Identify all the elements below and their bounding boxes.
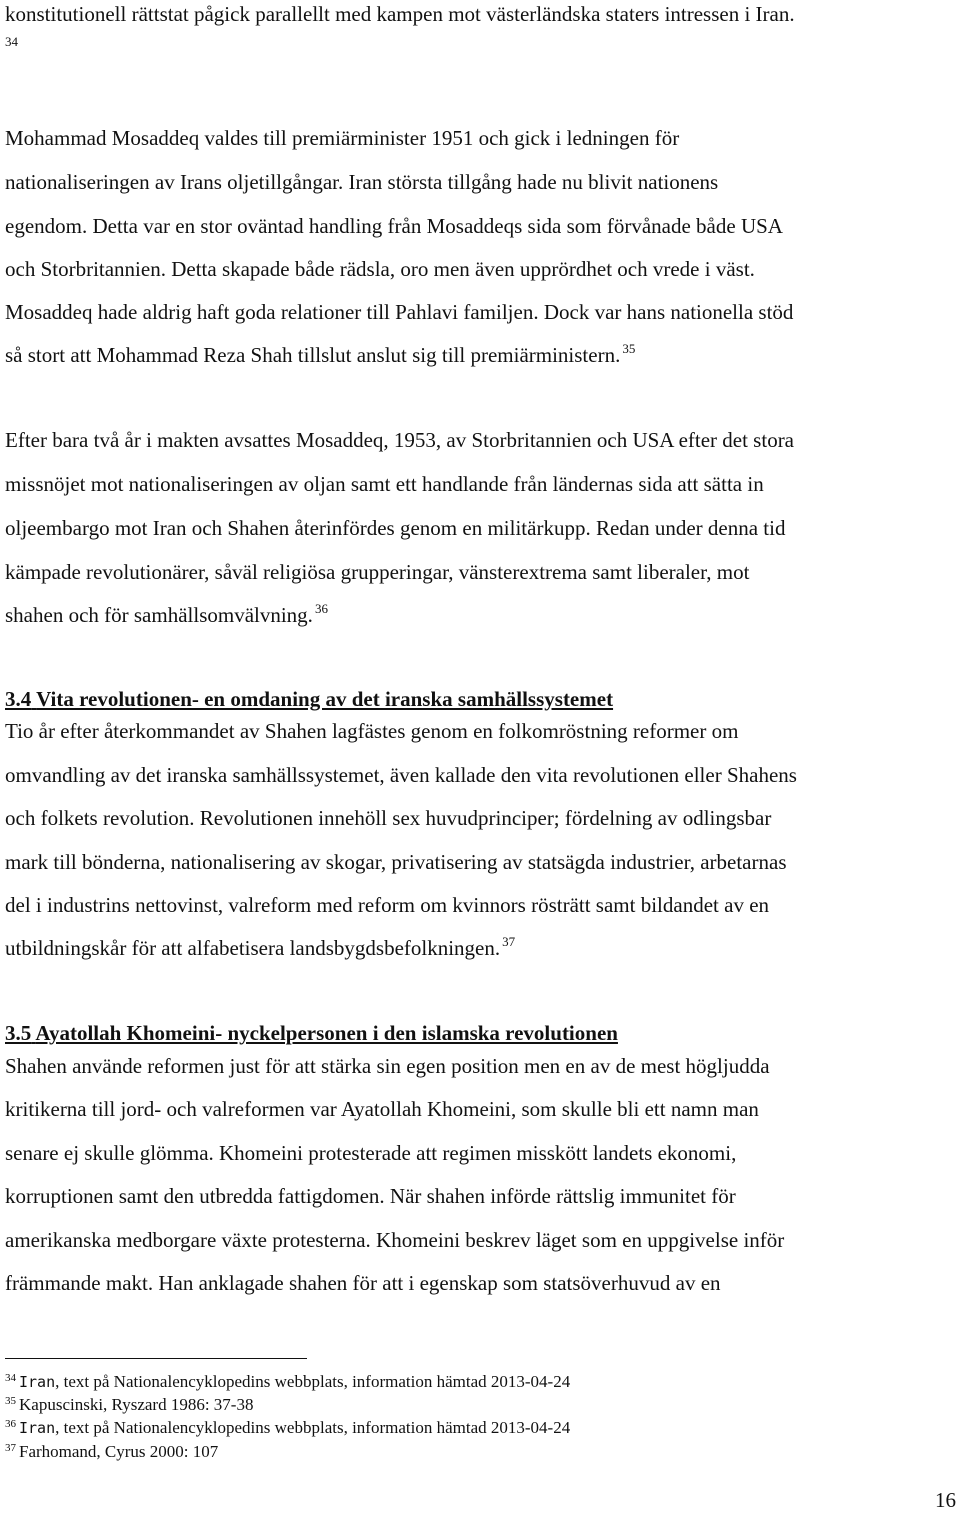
footnote-number: 34 xyxy=(5,1372,16,1384)
text-line: främmande makt. Han anklagade shahen för att i egenskap som statsöverhuvud av en xyxy=(5,1271,721,1295)
footnote-ref: 35 xyxy=(622,341,636,356)
text-line: shahen och för samhällsomvälvning. xyxy=(5,603,313,627)
text-line: utbildningskår för att alfabetisera landsbygdsbefolkningen. xyxy=(5,936,501,960)
section-number: 3.4 xyxy=(5,687,32,711)
text-line: oljeembargo mot Iran och Shahen återinfördes genom en militärkupp. Redan under denna tid xyxy=(5,516,786,540)
section-heading-3-4 xyxy=(5,687,613,711)
footnote-ref: 36 xyxy=(314,601,328,616)
text-line: Mosaddeq hade aldrig haft goda relationer till Pahlavi familjen. Dock var hans nationella stöd xyxy=(5,300,794,324)
text-line: kämpade revolutionärer, såväl religiösa grupperingar, vänsterextrema samt liberaler, mot xyxy=(5,560,750,584)
footnote-number: 37 xyxy=(5,1442,16,1454)
text-line: kritikerna till jord- och valreformen var Ayatollah Khomeini, som skulle bli ett namn man xyxy=(5,1097,759,1121)
text-line-with-ref xyxy=(5,936,515,963)
footnote-ref: 34 xyxy=(5,34,18,49)
text-line: del i industrins nettovinst, valreform med reform om kvinnors rösträtt samt bildandet av en xyxy=(5,893,770,917)
section-number: 3.5 xyxy=(5,1021,32,1045)
text-line: egendom. Detta var en stor oväntad handling från Mosaddeqs sida som förvånade både USA xyxy=(5,214,783,238)
footnote xyxy=(5,1442,218,1464)
section-title: Ayatollah Khomeini- nyckelpersonen i den islamska revolutionen xyxy=(35,1021,618,1045)
footnote-separator xyxy=(5,1358,307,1359)
text-line-with-ref xyxy=(5,603,328,630)
footnote-text: , text på Nationalencyklopedins webbplats, information hämtad 2013-04-24 xyxy=(55,1418,571,1437)
text-line: så stort att Mohammad Reza Shah tillslut anslut sig till premiärministern. xyxy=(5,343,621,367)
text-line: korruptionen samt den utbredda fattigdomen. När shahen införde rättslig immunitet för xyxy=(5,1184,736,1208)
text-line: senare ej skulle glömma. Khomeini protesterade att regimen misskött landets ekonomi, xyxy=(5,1141,737,1165)
text-line: missnöjet mot nationaliseringen av oljan samt ett handlande från ländernas sida att sätta in xyxy=(5,472,764,496)
text-line: och Storbritannien. Detta skapade både rädsla, oro men även upprördhet och vrede i väst. xyxy=(5,257,755,281)
text-line: amerikanska medborgare växte protesterna. Khomeini beskrev läget som en uppgivelse inför xyxy=(5,1228,785,1252)
text-line: omvandling av det iranska samhällssystemet, även kallade den vita revolutionen eller Shahens xyxy=(5,763,797,787)
footnote-text: Farhomand, Cyrus 2000: 107 xyxy=(19,1442,219,1461)
footnote-ref: 37 xyxy=(502,934,516,949)
text-line: och folkets revolution. Revolutionen innehöll sex huvudprinciper; fördelning av odlingsbar xyxy=(5,806,772,830)
text-line: konstitutionell rättstat pågick parallellt med kampen mot västerländska staters intressen i Iran. xyxy=(5,2,795,26)
text-line: Tio år efter återkommandet av Shahen lagfästes genom en folkomröstning reformer om xyxy=(5,719,739,743)
footnote xyxy=(5,1418,570,1440)
text-line: Mohammad Mosaddeq valdes till premiärminister 1951 och gick i ledningen för xyxy=(5,126,680,150)
footnote-text: Kapuscinski, Ryszard 1986: 37-38 xyxy=(19,1395,254,1414)
section-title: Vita revolutionen- en omdaning av det iranska samhällssystemet xyxy=(36,687,614,711)
footnote xyxy=(5,1372,570,1394)
text-line: Efter bara två år i makten avsattes Mosaddeq, 1953, av Storbritannien och USA efter det stora xyxy=(5,428,795,452)
text-line: Shahen använde reformen just för att stärka sin egen position men en av de mest högljudda xyxy=(5,1054,770,1078)
footnote-number: 35 xyxy=(5,1395,16,1407)
text-line-with-ref xyxy=(5,343,635,370)
text-line: mark till bönderna, nationalisering av skogar, privatisering av statsägda industrier, arbetarnas xyxy=(5,850,787,874)
footnote-text: , text på Nationalencyklopedins webbplats, information hämtad 2013-04-24 xyxy=(55,1372,571,1391)
text-line: nationaliseringen av Irans oljetillgångar. Iran största tillgång hade nu blivit nationens xyxy=(5,170,719,194)
page-number: 16 xyxy=(935,1488,956,1512)
section-heading-3-5 xyxy=(5,1021,618,1045)
footnote-number: 36 xyxy=(5,1418,16,1430)
footnote-term: Iran xyxy=(19,1419,56,1437)
footnote xyxy=(5,1395,253,1417)
footnote-term: Iran xyxy=(19,1373,56,1391)
